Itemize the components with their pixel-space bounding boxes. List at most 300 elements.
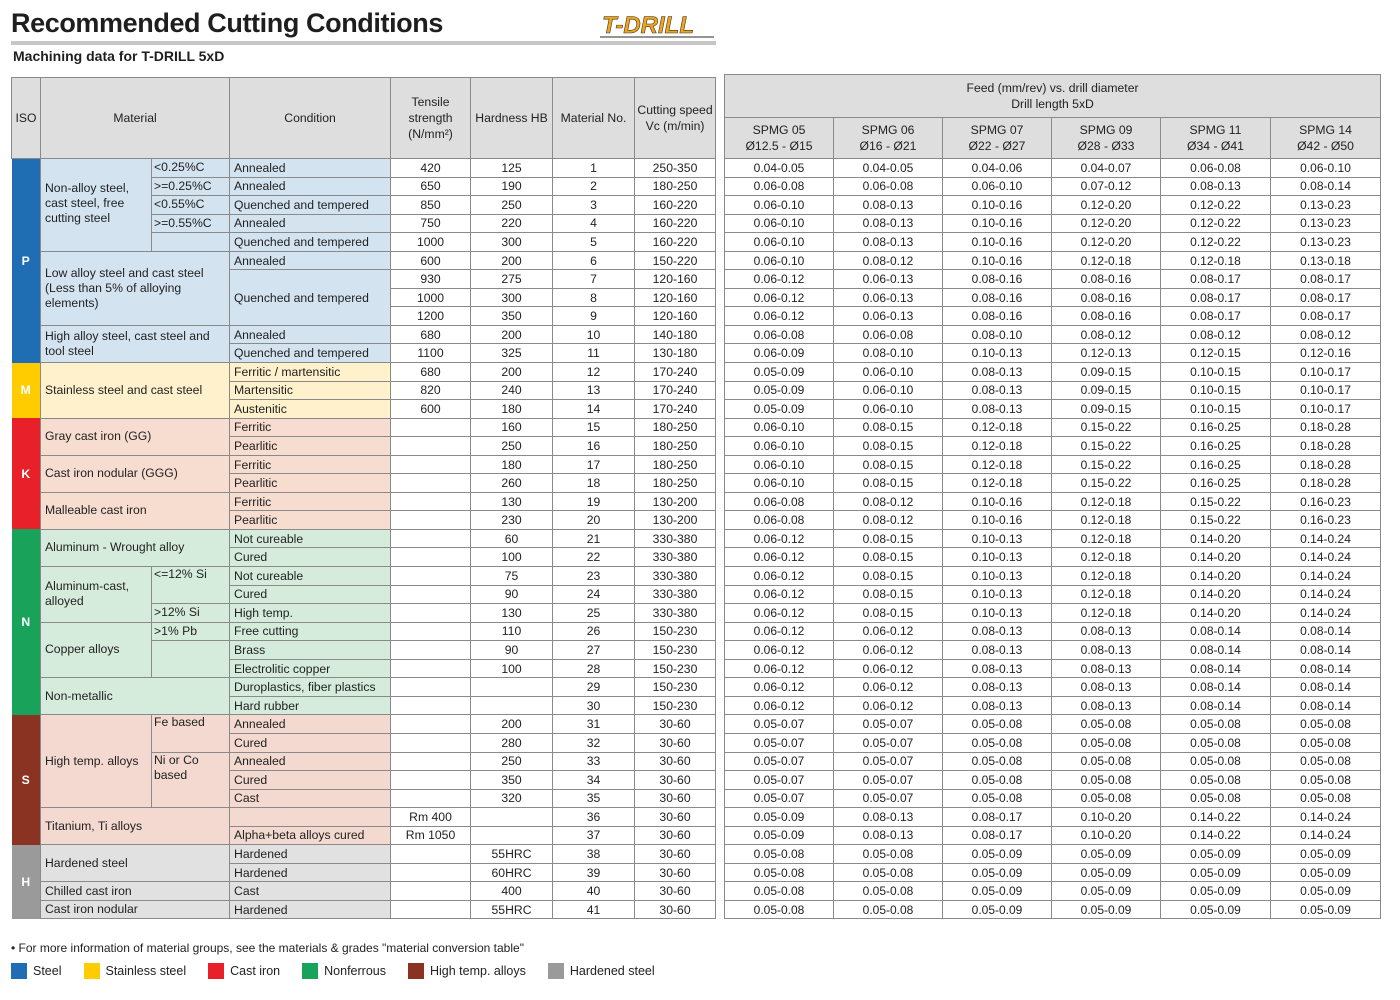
feed-cell: 0.05-0.09 [943, 845, 1052, 864]
feed-cell: 0.18-0.28 [1271, 418, 1381, 437]
feed-cell: 0.08-0.13 [1052, 659, 1161, 678]
feed-cell: 0.08-0.15 [834, 567, 943, 586]
feed-cell: 0.10-0.17 [1271, 381, 1381, 400]
feed-cell: 0.12-0.18 [1052, 548, 1161, 567]
feed-cell: 0.12-0.15 [1161, 344, 1271, 363]
material-no-cell: 12 [553, 363, 635, 382]
table-row [12, 622, 716, 641]
table-row [12, 251, 716, 270]
feed-cell: 0.15-0.22 [1052, 418, 1161, 437]
feed-cell: 0.08-0.13 [1161, 177, 1271, 196]
material-no-cell: 24 [553, 585, 635, 604]
cutting-speed-cell: 150-230 [635, 641, 716, 660]
feed-cell: 0.18-0.28 [1271, 474, 1381, 493]
drill-range: Ø22 - Ø27 [968, 139, 1026, 153]
feed-row [725, 214, 1381, 233]
tensile-cell [391, 641, 471, 660]
feed-cell: 0.10-0.16 [943, 511, 1052, 530]
feed-cell: 0.05-0.07 [725, 752, 834, 771]
feed-cell: 0.10-0.13 [943, 529, 1052, 548]
feed-cell: 0.08-0.13 [943, 641, 1052, 660]
cutting-speed-cell: 30-60 [635, 789, 716, 808]
tensile-cell [391, 437, 471, 456]
table-row [12, 492, 716, 511]
feed-cell: 0.09-0.15 [1052, 381, 1161, 400]
feed-cell: 0.08-0.14 [1271, 641, 1381, 660]
feed-cell: 0.10-0.16 [943, 233, 1052, 252]
feed-row [725, 900, 1381, 919]
cutting-speed-cell: 30-60 [635, 808, 716, 827]
feed-cell: 0.05-0.08 [1052, 715, 1161, 734]
cutting-speed-cell: 150-220 [635, 251, 716, 270]
feed-cell: 0.10-0.17 [1271, 400, 1381, 419]
feed-cell: 0.06-0.12 [725, 696, 834, 715]
feed-cell: 0.16-0.23 [1271, 511, 1381, 530]
condition-cell: Annealed [230, 752, 391, 771]
header-cutting-speed: Cutting speed Vc (m/min) [635, 78, 716, 159]
feed-cell: 0.15-0.22 [1161, 511, 1271, 530]
feed-cell: 0.08-0.13 [943, 622, 1052, 641]
feed-cell: 0.14-0.24 [1271, 548, 1381, 567]
feed-cell: 0.14-0.24 [1271, 808, 1381, 827]
feed-cell: 0.10-0.13 [943, 344, 1052, 363]
tensile-cell: 680 [391, 363, 471, 382]
condition-cell: Not cureable [230, 529, 391, 548]
feed-cell: 0.08-0.13 [1052, 622, 1161, 641]
cutting-speed-cell: 330-380 [635, 548, 716, 567]
cutting-speed-cell: 30-60 [635, 845, 716, 864]
feed-cell: 0.06-0.12 [725, 548, 834, 567]
feed-cell: 0.06-0.12 [834, 659, 943, 678]
cutting-speed-cell: 150-230 [635, 696, 716, 715]
cutting-speed-cell: 160-220 [635, 233, 716, 252]
cutting-speed-cell: 330-380 [635, 529, 716, 548]
table-row [12, 808, 716, 827]
feed-cell: 0.14-0.22 [1161, 808, 1271, 827]
feed-cell: 0.16-0.25 [1161, 418, 1271, 437]
feed-table [724, 74, 1381, 919]
legend-item [84, 963, 187, 979]
tensile-cell [391, 622, 471, 641]
feed-cell: 0.06-0.12 [834, 641, 943, 660]
legend-item [408, 963, 526, 979]
material-no-cell: 18 [553, 474, 635, 493]
hardness-cell: 200 [471, 251, 553, 270]
hardness-cell: 90 [471, 641, 553, 660]
feed-cell: 0.06-0.10 [725, 251, 834, 270]
material-subtype: Ni or Co based [152, 752, 230, 808]
tensile-cell: 600 [391, 251, 471, 270]
feed-cell: 0.16-0.23 [1271, 492, 1381, 511]
tensile-cell [391, 474, 471, 493]
hardness-cell: 250 [471, 196, 553, 215]
feed-cell: 0.12-0.20 [1052, 233, 1161, 252]
feed-cell: 0.08-0.12 [1271, 325, 1381, 344]
condition-cell: Quenched and tempered [230, 196, 391, 215]
feed-row [725, 826, 1381, 845]
feed-cell: 0.08-0.15 [834, 548, 943, 567]
feed-cell: 0.08-0.14 [1271, 622, 1381, 641]
feed-cell: 0.12-0.18 [1052, 567, 1161, 586]
material-name: Cast iron nodular [41, 900, 230, 919]
material-no-cell: 14 [553, 400, 635, 419]
feed-cell: 0.08-0.15 [834, 418, 943, 437]
feed-row [725, 678, 1381, 697]
material-subtype: <=12% Si [152, 567, 230, 604]
legend-swatch [208, 963, 224, 979]
feed-cell: 0.08-0.17 [943, 808, 1052, 827]
material-no-cell: 22 [553, 548, 635, 567]
tensile-cell [391, 567, 471, 586]
cutting-speed-cell: 130-200 [635, 511, 716, 530]
feed-cell: 0.05-0.08 [725, 863, 834, 882]
legend-label: Hardened steel [569, 964, 655, 978]
legend-item [302, 963, 386, 979]
feed-cell: 0.05-0.09 [1161, 845, 1271, 864]
cutting-speed-cell: 170-240 [635, 363, 716, 382]
feed-row [725, 455, 1381, 474]
feed-cell: 0.05-0.07 [834, 771, 943, 790]
condition-cell: Ferritic [230, 492, 391, 511]
table-row [12, 418, 716, 437]
feed-cell: 0.09-0.15 [1052, 363, 1161, 382]
tensile-cell [391, 511, 471, 530]
drill-range: Ø28 - Ø33 [1077, 139, 1135, 153]
legend-swatch [548, 963, 564, 979]
feed-cell: 0.08-0.13 [943, 381, 1052, 400]
feed-cell: 0.12-0.18 [943, 474, 1052, 493]
hardness-cell: 100 [471, 548, 553, 567]
material-subtype: Fe based [152, 715, 230, 752]
feed-cell: 0.08-0.12 [834, 511, 943, 530]
condition-cell: Cured [230, 548, 391, 567]
feed-cell: 0.05-0.09 [1052, 900, 1161, 919]
header-drill-1 [834, 118, 943, 159]
feed-cell: 0.14-0.20 [1161, 548, 1271, 567]
feed-cell: 0.12-0.18 [943, 455, 1052, 474]
feed-cell: 0.04-0.06 [943, 159, 1052, 178]
tensile-cell [391, 418, 471, 437]
cutting-speed-cell: 30-60 [635, 752, 716, 771]
hardness-cell: 250 [471, 752, 553, 771]
material-name: Non-metallic [41, 678, 230, 715]
feed-cell: 0.05-0.07 [725, 771, 834, 790]
feed-cell: 0.04-0.05 [834, 159, 943, 178]
tensile-cell: 680 [391, 325, 471, 344]
header-feed [725, 75, 1381, 118]
material-no-cell: 29 [553, 678, 635, 697]
drill-range: Ø12.5 - Ø15 [745, 139, 813, 153]
condition-cell [230, 808, 391, 827]
feed-cell: 0.15-0.22 [1161, 492, 1271, 511]
feed-cell: 0.08-0.16 [943, 270, 1052, 289]
material-name: Non-alloy steel, cast steel, free cutting steel [41, 159, 152, 252]
condition-cell: Cast [230, 789, 391, 808]
feed-row [725, 511, 1381, 530]
material-no-cell: 10 [553, 325, 635, 344]
table-row [12, 529, 716, 548]
feed-cell: 0.08-0.17 [1161, 307, 1271, 326]
feed-cell: 0.06-0.12 [725, 585, 834, 604]
material-no-cell: 17 [553, 455, 635, 474]
table-row [12, 845, 716, 864]
material-no-cell: 3 [553, 196, 635, 215]
hardness-cell: 160 [471, 418, 553, 437]
feed-row [725, 418, 1381, 437]
header-condition: Condition [230, 78, 391, 159]
feed-row [725, 474, 1381, 493]
condition-cell: Hardened [230, 863, 391, 882]
tensile-cell [391, 789, 471, 808]
feed-row [725, 177, 1381, 196]
condition-cell: Ferritic / martensitic [230, 363, 391, 382]
material-no-cell: 36 [553, 808, 635, 827]
cutting-speed-cell: 160-220 [635, 214, 716, 233]
condition-cell: Cast [230, 882, 391, 901]
iso-group-n: N [12, 529, 41, 714]
material-no-cell: 27 [553, 641, 635, 660]
feed-cell: 0.12-0.18 [1052, 604, 1161, 623]
feed-cell: 0.04-0.05 [725, 159, 834, 178]
feed-cell: 0.10-0.13 [943, 585, 1052, 604]
feed-cell: 0.13-0.18 [1271, 251, 1381, 270]
hardness-cell: 110 [471, 622, 553, 641]
feed-cell: 0.08-0.14 [1271, 696, 1381, 715]
feed-cell: 0.10-0.13 [943, 567, 1052, 586]
feed-cell: 0.08-0.12 [1052, 325, 1161, 344]
feed-cell: 0.05-0.07 [834, 733, 943, 752]
feed-cell: 0.06-0.10 [1271, 159, 1381, 178]
feed-cell: 0.08-0.16 [943, 307, 1052, 326]
material-no-cell: 21 [553, 529, 635, 548]
t-drill-logo [598, 7, 716, 41]
feed-cell: 0.05-0.09 [725, 808, 834, 827]
feed-cell: 0.08-0.13 [834, 196, 943, 215]
hardness-cell [471, 808, 553, 827]
feed-cell: 0.08-0.17 [1271, 270, 1381, 289]
drill-name: SPMG 09 [1079, 123, 1133, 137]
condition-cell: Hardened [230, 845, 391, 864]
feed-cell: 0.08-0.15 [834, 604, 943, 623]
cutting-speed-cell: 30-60 [635, 900, 716, 919]
feed-cell: 0.05-0.09 [1271, 882, 1381, 901]
hardness-cell: 400 [471, 882, 553, 901]
feed-cell: 0.10-0.16 [943, 492, 1052, 511]
feed-cell: 0.05-0.08 [943, 752, 1052, 771]
cutting-speed-cell: 170-240 [635, 381, 716, 400]
feed-cell: 0.08-0.13 [943, 659, 1052, 678]
tensile-cell: 1000 [391, 288, 471, 307]
feed-cell: 0.08-0.13 [943, 678, 1052, 697]
iso-group-h: H [12, 845, 41, 919]
cutting-speed-cell: 330-380 [635, 604, 716, 623]
material-no-cell: 30 [553, 696, 635, 715]
feed-cell: 0.08-0.13 [834, 233, 943, 252]
table-row [12, 567, 716, 586]
feed-cell: 0.08-0.16 [1052, 288, 1161, 307]
tensile-cell [391, 863, 471, 882]
feed-cell: 0.08-0.12 [834, 492, 943, 511]
tensile-cell [391, 882, 471, 901]
feed-cell: 0.05-0.08 [1161, 715, 1271, 734]
hardness-cell: 125 [471, 159, 553, 178]
header-drill-5 [1271, 118, 1381, 159]
logo-text: T-DRILL [602, 12, 694, 39]
cutting-speed-cell: 170-240 [635, 400, 716, 419]
feed-cell: 0.05-0.08 [1052, 733, 1161, 752]
feed-row [725, 529, 1381, 548]
feed-row [725, 344, 1381, 363]
feed-cell: 0.12-0.22 [1161, 233, 1271, 252]
feed-cell: 0.05-0.08 [1052, 771, 1161, 790]
drill-header-row [725, 118, 1381, 159]
material-no-cell: 11 [553, 344, 635, 363]
hardness-cell: 200 [471, 715, 553, 734]
condition-cell: Electrolitic copper [230, 659, 391, 678]
hardness-cell: 240 [471, 381, 553, 400]
tensile-cell [391, 585, 471, 604]
material-no-cell: 41 [553, 900, 635, 919]
feed-row [725, 492, 1381, 511]
material-no-cell: 37 [553, 826, 635, 845]
material-subtype: >12% Si [152, 604, 230, 623]
iso-group-m: M [12, 363, 41, 419]
feed-cell: 0.08-0.13 [834, 808, 943, 827]
condition-cell: Alpha+beta alloys cured [230, 826, 391, 845]
material-no-cell: 7 [553, 270, 635, 289]
feed-row [725, 845, 1381, 864]
hardness-cell: 130 [471, 604, 553, 623]
feed-cell: 0.05-0.09 [1271, 900, 1381, 919]
feed-cell: 0.08-0.16 [943, 288, 1052, 307]
hardness-cell: 60 [471, 529, 553, 548]
drill-range: Ø34 - Ø41 [1187, 139, 1244, 153]
feed-cell: 0.14-0.24 [1271, 567, 1381, 586]
feed-cell: 0.08-0.14 [1161, 678, 1271, 697]
material-no-cell: 26 [553, 622, 635, 641]
feed-cell: 0.08-0.12 [1161, 325, 1271, 344]
feed-row [725, 567, 1381, 586]
feed-cell: 0.08-0.17 [1161, 288, 1271, 307]
drill-name: SPMG 05 [752, 123, 806, 137]
material-no-cell: 20 [553, 511, 635, 530]
feed-row [725, 604, 1381, 623]
cutting-speed-cell: 180-250 [635, 177, 716, 196]
condition-cell: Pearlitic [230, 437, 391, 456]
feed-row [725, 789, 1381, 808]
hardness-cell: 90 [471, 585, 553, 604]
legend [11, 963, 677, 979]
material-no-cell: 23 [553, 567, 635, 586]
table-row [12, 325, 716, 344]
material-name: Cast iron nodular (GGG) [41, 455, 230, 492]
feed-cell: 0.12-0.20 [1052, 214, 1161, 233]
feed-cell: 0.18-0.28 [1271, 455, 1381, 474]
feed-cell: 0.08-0.14 [1271, 678, 1381, 697]
feed-cell: 0.05-0.09 [1161, 863, 1271, 882]
drill-name: SPMG 11 [1189, 123, 1242, 137]
table-row [12, 455, 716, 474]
tensile-cell [391, 548, 471, 567]
cutting-speed-cell: 180-250 [635, 437, 716, 456]
hardness-cell: 180 [471, 400, 553, 419]
material-name: Chilled cast iron [41, 882, 230, 901]
feed-cell: 0.06-0.08 [725, 325, 834, 344]
feed-cell: 0.05-0.07 [725, 789, 834, 808]
hardness-cell: 130 [471, 492, 553, 511]
material-no-cell: 34 [553, 771, 635, 790]
feed-cell: 0.09-0.15 [1052, 400, 1161, 419]
hardness-cell: 275 [471, 270, 553, 289]
condition-cell: Martensitic [230, 381, 391, 400]
iso-group-k: K [12, 418, 41, 529]
feed-cell: 0.13-0.23 [1271, 233, 1381, 252]
feed-cell: 0.05-0.07 [725, 715, 834, 734]
feed-cell: 0.05-0.08 [1161, 771, 1271, 790]
material-no-cell: 2 [553, 177, 635, 196]
feed-cell: 0.13-0.23 [1271, 214, 1381, 233]
material-no-cell: 4 [553, 214, 635, 233]
condition-cell: Cured [230, 585, 391, 604]
feed-row [725, 548, 1381, 567]
material-table-body [12, 159, 716, 919]
material-subtype: >=0.25%C [152, 177, 230, 196]
feed-cell: 0.05-0.09 [1052, 863, 1161, 882]
tensile-cell [391, 659, 471, 678]
condition-cell: Annealed [230, 251, 391, 270]
material-no-cell: 15 [553, 418, 635, 437]
feed-cell: 0.16-0.25 [1161, 474, 1271, 493]
condition-cell: Quenched and tempered [230, 233, 391, 252]
feed-cell: 0.04-0.07 [1052, 159, 1161, 178]
hardness-cell: 300 [471, 233, 553, 252]
feed-cell: 0.06-0.12 [834, 696, 943, 715]
cutting-speed-cell: 160-220 [635, 196, 716, 215]
feed-cell: 0.08-0.17 [1161, 270, 1271, 289]
hardness-cell: 55HRC [471, 900, 553, 919]
cutting-speed-cell: 30-60 [635, 715, 716, 734]
tensile-cell [391, 604, 471, 623]
drill-range: Ø42 - Ø50 [1297, 139, 1354, 153]
feed-cell: 0.06-0.12 [725, 641, 834, 660]
cutting-speed-cell: 30-60 [635, 733, 716, 752]
hardness-cell: 300 [471, 288, 553, 307]
tensile-cell [391, 733, 471, 752]
feed-cell: 0.07-0.12 [1052, 177, 1161, 196]
feed-cell: 0.05-0.08 [725, 845, 834, 864]
feed-cell: 0.08-0.17 [1271, 307, 1381, 326]
material-name: Gray cast iron (GG) [41, 418, 230, 455]
page-title: Recommended Cutting Conditions [11, 8, 443, 38]
feed-cell: 0.12-0.18 [1161, 251, 1271, 270]
feed-cell: 0.06-0.12 [725, 678, 834, 697]
tensile-cell [391, 696, 471, 715]
feed-cell: 0.08-0.13 [834, 826, 943, 845]
legend-swatch [84, 963, 100, 979]
feed-cell: 0.06-0.10 [725, 474, 834, 493]
tensile-cell [391, 678, 471, 697]
hardness-cell: 350 [471, 771, 553, 790]
table-row [12, 363, 716, 382]
hardness-cell: 260 [471, 474, 553, 493]
feed-cell: 0.14-0.20 [1161, 585, 1271, 604]
table-row [12, 159, 716, 178]
feed-cell: 0.05-0.08 [1271, 752, 1381, 771]
feed-cell: 0.16-0.25 [1161, 437, 1271, 456]
feed-cell: 0.05-0.08 [725, 882, 834, 901]
condition-cell: Annealed [230, 177, 391, 196]
feed-row [725, 381, 1381, 400]
